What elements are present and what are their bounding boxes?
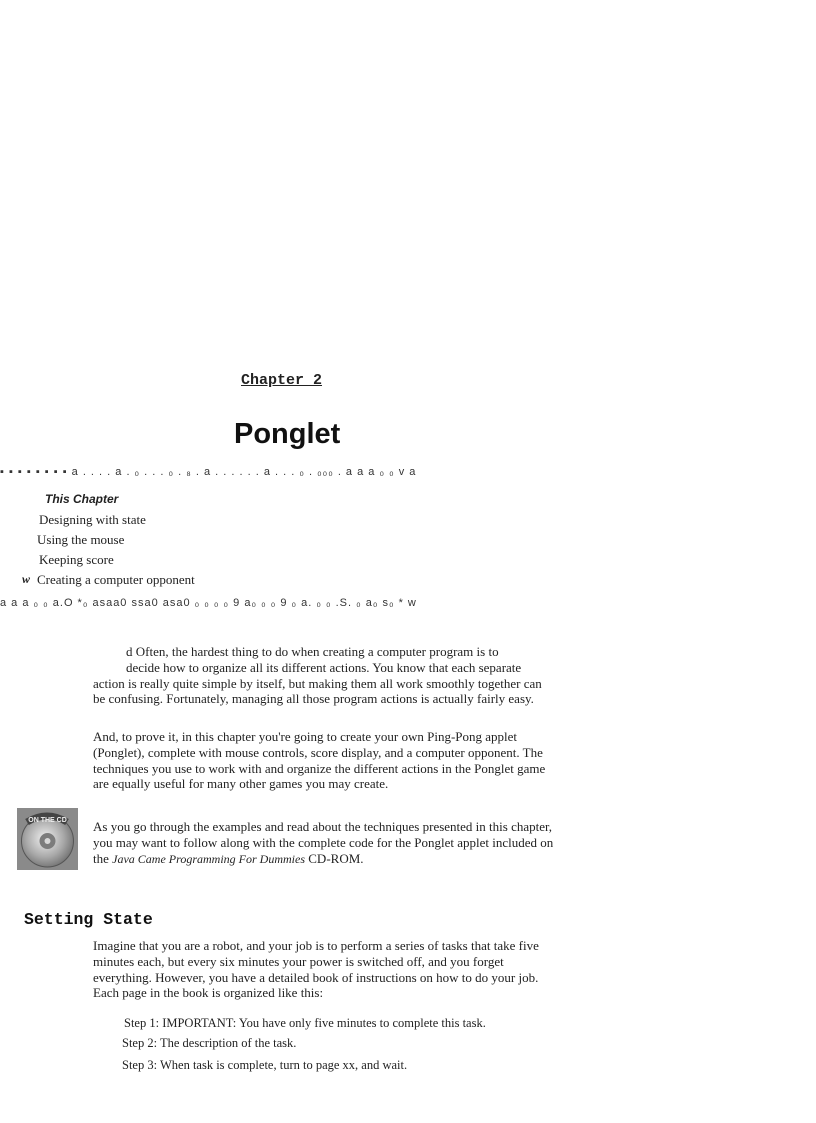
- stray-glyph: w: [22, 572, 31, 586]
- intro-paragraph-3-text: As you go through the examples and read about the techniques presented in this chapter, you may want to follow along with the complete code for the Ponglet applet included on the: [93, 819, 554, 866]
- topic-item: Designing with state: [39, 512, 146, 527]
- scan-artifact-line-bottom: a a a ₀ ₀ a.O *₀ asaa0 ssa0 asa0 ₀ ₀ ₀ ₀ 9 a₀ ₀ ₀ 9 ₀ a. ₀ ₀ .S. ₀ a₀ s₀ * w: [0, 597, 417, 609]
- topic-item: Using the mouse: [37, 532, 125, 547]
- intro-paragraph-2: And, to prove it, in this chapter you're going to create your own Ping-Pong applet (Ponglet), complete with mouse controls, score display, and a computer opponent. The techniques you use to work with and organize the different actions in the Ponglet game are equally useful for many other games you may create.: [93, 729, 546, 792]
- cd-icon-label: ON THE CD: [28, 817, 67, 824]
- intro-paragraph-1-first-line: d Often, the hardest thing to do when creating a computer program is to: [126, 644, 499, 659]
- topic-item: Keeping score: [39, 552, 114, 567]
- topic-item: Creating a computer opponent: [37, 572, 195, 587]
- step-item: Step 3: When task is complete, turn to page xx, and wait.: [122, 1058, 408, 1072]
- section-heading-setting-state: Setting State: [24, 910, 153, 929]
- scan-artifact-line-top: ▪ ▪ ▪ ▪ ▪ ▪ ▪ ▪ a . . . . a . ₀ . . . ₀ . ₈ . a . . . . . . a . . . ₀ . ₀₀₀ . a a a ₀ ₀ v a: [0, 466, 417, 478]
- section-paragraph-1: Imagine that you are a robot, and your job is to perform a series of tasks that take five minutes each, but every six minutes your power is switched off, and you forget everything. However, you have a detailed book of instructions on how to do your job. Each page in the book is organized like this:: [93, 938, 539, 1001]
- intro-paragraph-1-rest-text: decide how to organize all its different actions. You know that each separate action is really quite simple by itself, but making them all work smoothly together can be confusing. Fortunately, managing all those program actions is actually fairly easy.: [93, 659, 542, 707]
- intro-paragraph-3-end: CD-ROM.: [305, 850, 364, 866]
- intro-paragraph-1-rest: [93, 660, 543, 707]
- intro-paragraph-3: [93, 819, 558, 867]
- intro-paragraph-1: [93, 644, 543, 707]
- book-title: Java Came Programming For Dummies: [112, 851, 306, 866]
- in-this-chapter-heading: This Chapter: [45, 492, 119, 506]
- on-the-cd-icon: [17, 808, 78, 870]
- chapter-title: Ponglet: [234, 418, 341, 450]
- chapter-label: Chapter 2: [241, 372, 323, 389]
- step-item: Step 1: IMPORTANT: You have only five minutes to complete this task.: [124, 1016, 486, 1030]
- step-item: Step 2: The description of the task.: [122, 1036, 297, 1050]
